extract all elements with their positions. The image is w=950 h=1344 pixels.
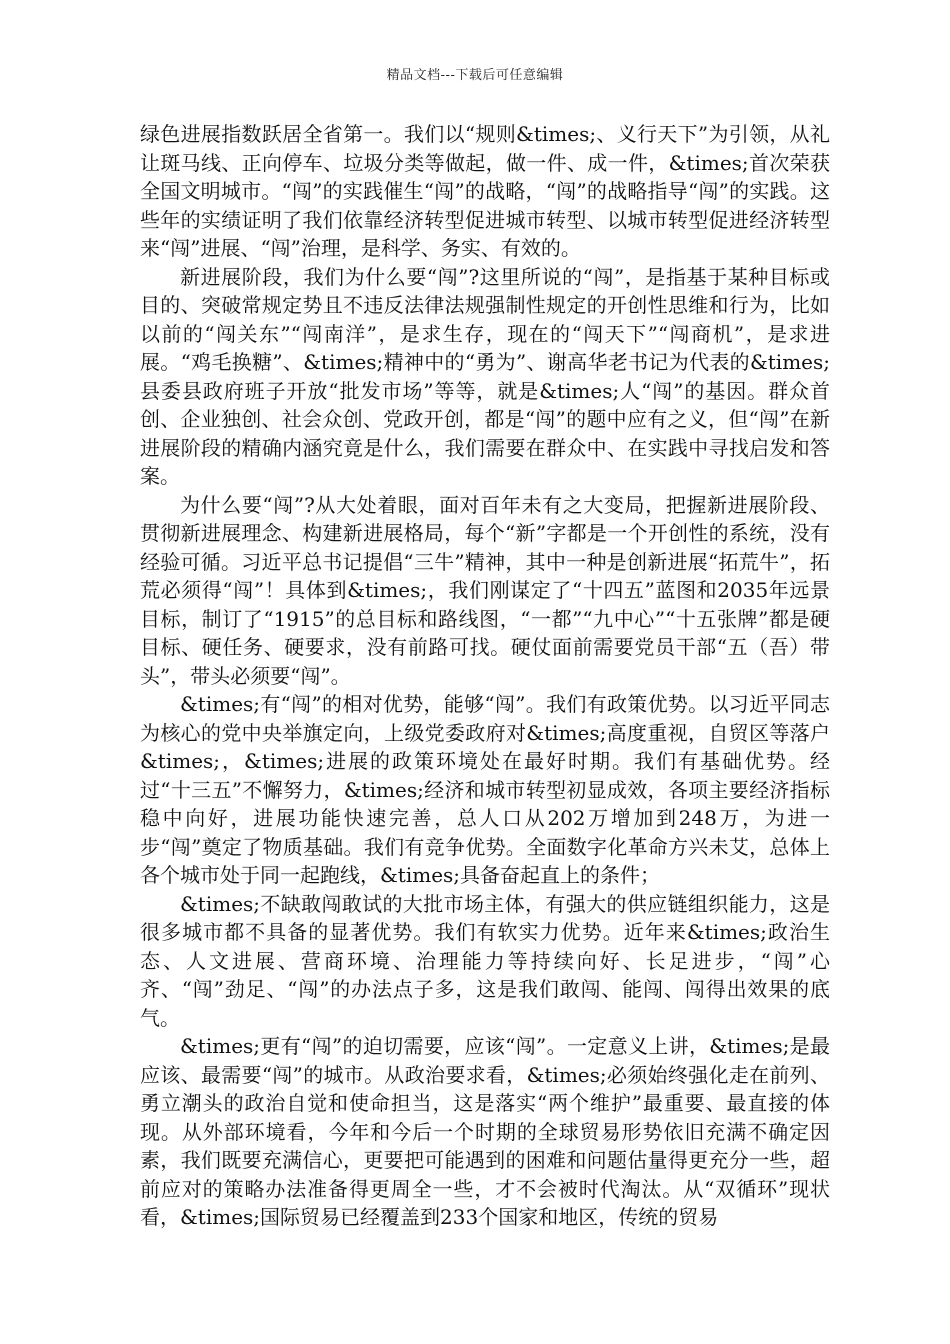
paragraph: 新进展阶段，我们为什么要“闯”?这里所说的“闯”，是指基于某种目标或目的、突破常规定势且不违反法律法规强制性规定的开创性思维和行为，比如以前的“闯关东”“闯南洋”，是求生存，现在的“闯天下”“闯商机”，是求进展。“鸡毛换糖”、&times;精神中的“勇为”、谢高华老书记为代表的&times;县委县政府班子开放“批发市场”等等，就是&times;人“闯”的基因。群众首创、企业独创、社会众创、党政开创，都是“闯”的题中应有之义，但“闯”在新进展阶段的精确内涵究竟是什么，我们需要在群众中、在实践中寻找启发和答案。 (140, 264, 830, 488)
paragraph: &times;有“闯”的相对优势，能够“闯”。我们有政策优势。以习近平同志为核心的党中央举旗定向，上级党委政府对&times;高度重视，自贸区等落户&times;，&times;进展的政策环境处在最好时期。我们有基础优势。经过“十三五”不懈努力，&times;经济和城市转型初显成效，各项主要经济指标稳中向好，进展功能快速完善，总人口从202万增加到248万，为进一步“闯”奠定了物质基础。我们有竞争优势。全面数字化革命方兴未艾，总体上各个城市处于同一起跑线，&times;具备奋起直上的条件； (140, 692, 830, 887)
paragraph: &times;不缺敢闯敢试的大批市场主体，有强大的供应链组织能力，这是很多城市都不具备的显著优势。我们有软实力优势。近年来&times;政治生态、人文进展、营商环境、治理能力等持续向好、长足进步，“闯”心齐、“闯”劲足、“闯”的办法点子多，这是我们敢闯、能闯、闯得出效果的底气。 (140, 891, 830, 1030)
paragraph: 为什么要“闯”?从大处着眼，面对百年未有之大变局，把握新进展阶段、贯彻新进展理念、构建新进展格局，每个“新”字都是一个开创性的系统，没有经验可循。习近平总书记提倡“三牛”精神，其中一种是创新进展“拓荒牛”，拓荒必须得“闯”！具体到&times;，我们刚谋定了“十四五”蓝图和2035年远景目标，制订了“1915”的总目标和路线图，“一都”“九中心”“十五张牌”都是硬目标、硬任务、硬要求，没有前路可找。硬仗面前需要党员干部“五（吾）带头”，带头必须要“闯”。 (140, 492, 830, 688)
paragraph: &times;更有“闯”的迫切需要，应该“闯”。一定意义上讲，&times;是最应该、最需要“闯”的城市。从政治要求看，&times;必须始终强化走在前列、勇立潮头的政治自觉和使命担当，这是落实“两个维护”最重要、最直接的体现。从外部环境看，今年和今后一个时期的全球贸易形势依旧充满不确定因素，我们既要充满信心，更要把可能遇到的困难和问题估量得更充分一些，超前应对的策略办法准备得更周全一些，才不会被时代淘汰。从“双循环”现状看，&times;国际贸易已经覆盖到233个国家和地区，传统的贸易 (140, 1034, 830, 1229)
document-body (140, 120, 830, 1232)
paragraph: 绿色进展指数跃居全省第一。我们以“规则&times;、义行天下”为引领，从礼让斑马线、正向停车、垃圾分类等做起，做一件、成一件，&times;首次荣获全国文明城市。“闯”的实践催生“闯”的战略，“闯”的战略指导“闯”的实践。这些年的实绩证明了我们依靠经济转型促进城市转型、以城市转型促进经济转型来“闯”进展、“闯”治理，是科学、务实、有效的。 (140, 122, 830, 260)
page-header: 精品文档---下载后可任意编辑 (386, 68, 564, 83)
